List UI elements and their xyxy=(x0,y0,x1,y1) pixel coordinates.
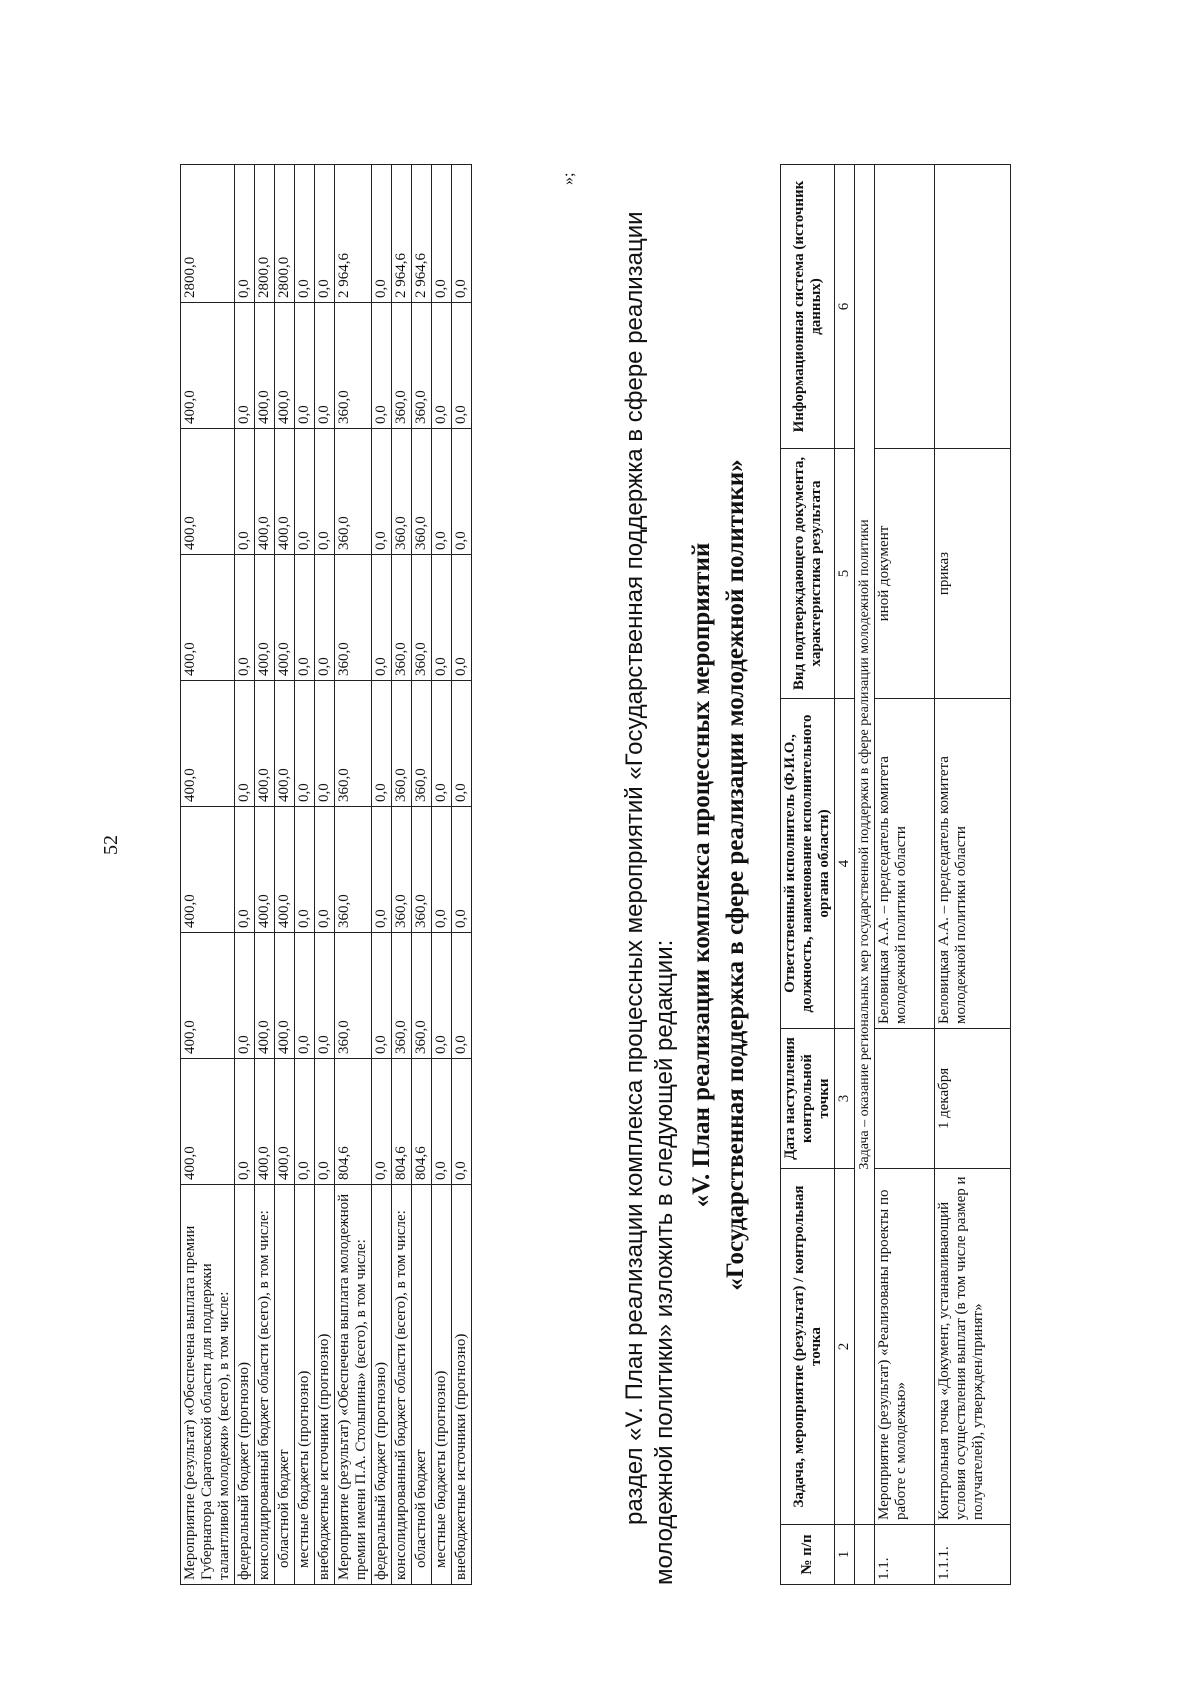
finance-value-cell: 360,0 xyxy=(335,555,372,681)
finance-value-cell: 360,0 xyxy=(335,933,372,1059)
finance-value-cell: 2800,0 xyxy=(275,165,295,303)
row-num: 1.1. xyxy=(875,1525,935,1585)
finance-row-label: внебюджетные источники (прогнозно) xyxy=(315,1185,335,1585)
finance-value-cell: 0,0 xyxy=(295,555,315,681)
finance-value-cell: 400,0 xyxy=(255,807,275,933)
finance-row-label: областной бюджет xyxy=(275,1185,295,1585)
finance-row xyxy=(432,165,452,1585)
row-system xyxy=(875,165,935,449)
finance-value-cell: 804,6 xyxy=(335,1059,372,1185)
finance-value-cell: 0,0 xyxy=(372,303,392,429)
plan-row xyxy=(935,165,1011,1585)
finance-value-cell: 400,0 xyxy=(275,429,295,555)
finance-value-cell: 0,0 xyxy=(432,681,452,807)
finance-value-cell: 400,0 xyxy=(275,555,295,681)
finance-value-cell: 0,0 xyxy=(452,933,472,1059)
finance-value-cell: 0,0 xyxy=(315,303,335,429)
finance-row xyxy=(295,165,315,1585)
finance-value-cell: 0,0 xyxy=(452,303,472,429)
finance-value-cell: 0,0 xyxy=(452,807,472,933)
finance-value-cell: 0,0 xyxy=(295,303,315,429)
finance-row-label: федеральный бюджет (прогнозно) xyxy=(372,1185,392,1585)
finance-value-cell: 360,0 xyxy=(412,555,432,681)
finance-value-cell: 400,0 xyxy=(181,429,235,555)
finance-value-cell: 804,6 xyxy=(392,1059,412,1185)
finance-row-label: областной бюджет xyxy=(412,1185,432,1585)
finance-value-cell: 0,0 xyxy=(432,933,452,1059)
finance-value-cell: 360,0 xyxy=(392,555,412,681)
finance-row-label: Мероприятие (результат) «Обеспечена выплата молодежной премии имени П.А. Столыпина» (всего), в том числе: xyxy=(335,1185,372,1585)
row-date xyxy=(875,1029,935,1169)
finance-value-cell: 360,0 xyxy=(392,303,412,429)
finance-table xyxy=(180,164,472,1585)
finance-value-cell: 400,0 xyxy=(255,555,275,681)
finance-value-cell: 0,0 xyxy=(372,165,392,303)
finance-value-cell: 0,0 xyxy=(315,165,335,303)
finance-row xyxy=(315,165,335,1585)
row-name: Мероприятие (результат) «Реализованы проекты по работе с молодежью» xyxy=(875,1169,935,1525)
finance-row xyxy=(392,165,412,1585)
finance-value-cell: 400,0 xyxy=(275,1059,295,1185)
finance-value-cell: 0,0 xyxy=(372,555,392,681)
finance-row-label: местные бюджеты (прогнозно) xyxy=(295,1185,315,1585)
finance-value-cell: 400,0 xyxy=(255,303,275,429)
task-row xyxy=(855,165,875,1585)
finance-value-cell: 0,0 xyxy=(372,807,392,933)
finance-value-cell: 360,0 xyxy=(392,681,412,807)
finance-value-cell: 360,0 xyxy=(335,429,372,555)
finance-value-cell: 0,0 xyxy=(295,681,315,807)
finance-value-cell: 360,0 xyxy=(412,429,432,555)
finance-value-cell: 2 964,6 xyxy=(335,165,372,303)
finance-value-cell: 0,0 xyxy=(315,1059,335,1185)
finance-row xyxy=(412,165,432,1585)
finance-value-cell: 360,0 xyxy=(412,681,432,807)
finance-value-cell: 400,0 xyxy=(275,933,295,1059)
finance-row-label: внебюджетные источники (прогнозно) xyxy=(452,1185,472,1585)
finance-value-cell: 0,0 xyxy=(452,165,472,303)
finance-value-cell: 0,0 xyxy=(452,555,472,681)
finance-value-cell: 0,0 xyxy=(235,681,255,807)
finance-value-cell: 0,0 xyxy=(452,1059,472,1185)
finance-value-cell: 0,0 xyxy=(432,555,452,681)
finance-row xyxy=(372,165,392,1585)
finance-value-cell: 360,0 xyxy=(412,933,432,1059)
plan-colnum-row xyxy=(835,165,855,1585)
finance-value-cell: 2800,0 xyxy=(181,165,235,303)
plan-header-row xyxy=(781,165,835,1585)
section-heading: «V. План реализации комплекса процессных мероприятий xyxy=(688,542,715,1208)
finance-value-cell: 360,0 xyxy=(335,303,372,429)
row-document: приказ xyxy=(935,449,1011,699)
finance-row-label: федеральный бюджет (прогнозно) xyxy=(235,1185,255,1585)
finance-value-cell: 0,0 xyxy=(315,807,335,933)
finance-row xyxy=(275,165,295,1585)
finance-value-cell: 400,0 xyxy=(181,807,235,933)
finance-value-cell: 0,0 xyxy=(235,165,255,303)
header-task: Задача, мероприятие (результат) / контрольная точка xyxy=(781,1169,835,1525)
task-num-cell xyxy=(855,1525,875,1585)
section-subheading: «Государственная поддержка в сфере реализации молодежной политики» xyxy=(722,459,749,1291)
finance-value-cell: 0,0 xyxy=(235,555,255,681)
intro-paragraph xyxy=(620,165,680,1585)
finance-value-cell: 0,0 xyxy=(432,165,452,303)
finance-value-cell: 400,0 xyxy=(275,681,295,807)
header-date: Дата наступления контрольной точки xyxy=(781,1029,835,1169)
finance-value-cell: 0,0 xyxy=(295,807,315,933)
finance-row xyxy=(335,165,372,1585)
finance-value-cell: 2800,0 xyxy=(255,165,275,303)
finance-value-cell: 0,0 xyxy=(432,429,452,555)
finance-value-cell: 400,0 xyxy=(181,681,235,807)
row-num: 1.1.1. xyxy=(935,1525,1011,1585)
finance-value-cell: 0,0 xyxy=(372,429,392,555)
finance-row-label: консолидированный бюджет области (всего), в том числе: xyxy=(392,1185,412,1585)
finance-row xyxy=(181,165,235,1585)
row-responsible: Беловицкая А.А. – председатель комитета молодежной политики области xyxy=(875,699,935,1029)
finance-value-cell: 0,0 xyxy=(295,165,315,303)
finance-value-cell: 360,0 xyxy=(392,933,412,1059)
row-document: иной документ xyxy=(875,449,935,699)
finance-value-cell: 360,0 xyxy=(392,807,412,933)
finance-row-label: Мероприятие (результат) «Обеспечена выплата премии Губернатора Саратовской области для поддержки талантливой молодежи» (всего), в том числе: xyxy=(181,1185,235,1585)
colnum: 5 xyxy=(835,449,855,699)
finance-row-label: местные бюджеты (прогнозно) xyxy=(432,1185,452,1585)
finance-value-cell: 0,0 xyxy=(315,933,335,1059)
finance-row xyxy=(255,165,275,1585)
row-date: 1 декабря xyxy=(935,1029,1011,1169)
finance-value-cell: 0,0 xyxy=(295,429,315,555)
intro-line-1: раздел «V. План реализации комплекса процессных мероприятий «Государственная поддержка в сфере реализации xyxy=(621,211,648,1525)
finance-value-cell: 360,0 xyxy=(335,681,372,807)
colnum: 6 xyxy=(835,165,855,449)
plan-table xyxy=(780,164,1011,1585)
finance-value-cell: 0,0 xyxy=(432,807,452,933)
finance-value-cell: 0,0 xyxy=(432,303,452,429)
header-system: Информационная система (источник данных) xyxy=(781,165,835,449)
row-responsible: Беловицкая А.А. – председатель комитета молодежной политики области xyxy=(935,699,1011,1029)
finance-value-cell: 0,0 xyxy=(452,429,472,555)
finance-row-label: консолидированный бюджет области (всего), в том числе: xyxy=(255,1185,275,1585)
finance-value-cell: 0,0 xyxy=(235,303,255,429)
page-number: 52 xyxy=(100,835,122,855)
finance-value-cell: 804,6 xyxy=(412,1059,432,1185)
rotated-page-content xyxy=(180,165,1100,1585)
finance-row xyxy=(235,165,255,1585)
header-responsible: Ответственный исполнитель (Ф.И.О., должность, наименование исполнительного органа области) xyxy=(781,699,835,1029)
colnum: 1 xyxy=(835,1525,855,1585)
finance-value-cell: 0,0 xyxy=(295,1059,315,1185)
finance-value-cell: 400,0 xyxy=(181,1059,235,1185)
finance-value-cell: 0,0 xyxy=(372,1059,392,1185)
header-document: Вид подтверждающего документа, характеристика результата xyxy=(781,449,835,699)
finance-value-cell: 0,0 xyxy=(235,1059,255,1185)
task-cell: Задача – оказание региональных мер государственной поддержки в сфере реализации молодежной политики xyxy=(855,165,875,1525)
finance-value-cell: 0,0 xyxy=(315,555,335,681)
colnum: 3 xyxy=(835,1029,855,1169)
finance-value-cell: 0,0 xyxy=(295,933,315,1059)
finance-value-cell: 2 964,6 xyxy=(412,165,432,303)
finance-value-cell: 400,0 xyxy=(181,303,235,429)
colnum: 2 xyxy=(835,1169,855,1525)
finance-value-cell: 400,0 xyxy=(275,807,295,933)
row-system xyxy=(935,165,1011,449)
finance-value-cell: 2 964,6 xyxy=(392,165,412,303)
finance-value-cell: 360,0 xyxy=(335,807,372,933)
finance-value-cell: 0,0 xyxy=(315,429,335,555)
finance-value-cell: 360,0 xyxy=(392,429,412,555)
finance-row xyxy=(452,165,472,1585)
finance-value-cell: 400,0 xyxy=(181,555,235,681)
finance-value-cell: 0,0 xyxy=(235,429,255,555)
intro-line-2: молодежной политики» изложить в следующей редакции: xyxy=(651,939,678,1585)
header-num: № п/п xyxy=(781,1525,835,1585)
finance-value-cell: 0,0 xyxy=(372,933,392,1059)
finance-value-cell: 0,0 xyxy=(372,681,392,807)
finance-value-cell: 400,0 xyxy=(255,681,275,807)
finance-value-cell: 400,0 xyxy=(255,933,275,1059)
colnum: 4 xyxy=(835,699,855,1029)
finance-value-cell: 0,0 xyxy=(315,681,335,807)
finance-value-cell: 0,0 xyxy=(235,933,255,1059)
closing-quote: »; xyxy=(560,172,577,185)
finance-value-cell: 400,0 xyxy=(181,933,235,1059)
plan-row xyxy=(875,165,935,1585)
finance-value-cell: 0,0 xyxy=(452,681,472,807)
row-name: Контрольная точка «Документ, устанавливающий условия осуществления выплат (в том числе размер и получателей), утвержден/принят» xyxy=(935,1169,1011,1525)
finance-value-cell: 400,0 xyxy=(275,303,295,429)
finance-value-cell: 400,0 xyxy=(255,1059,275,1185)
finance-value-cell: 0,0 xyxy=(235,807,255,933)
finance-value-cell: 0,0 xyxy=(432,1059,452,1185)
finance-value-cell: 360,0 xyxy=(412,303,432,429)
finance-value-cell: 400,0 xyxy=(255,429,275,555)
finance-value-cell: 360,0 xyxy=(412,807,432,933)
